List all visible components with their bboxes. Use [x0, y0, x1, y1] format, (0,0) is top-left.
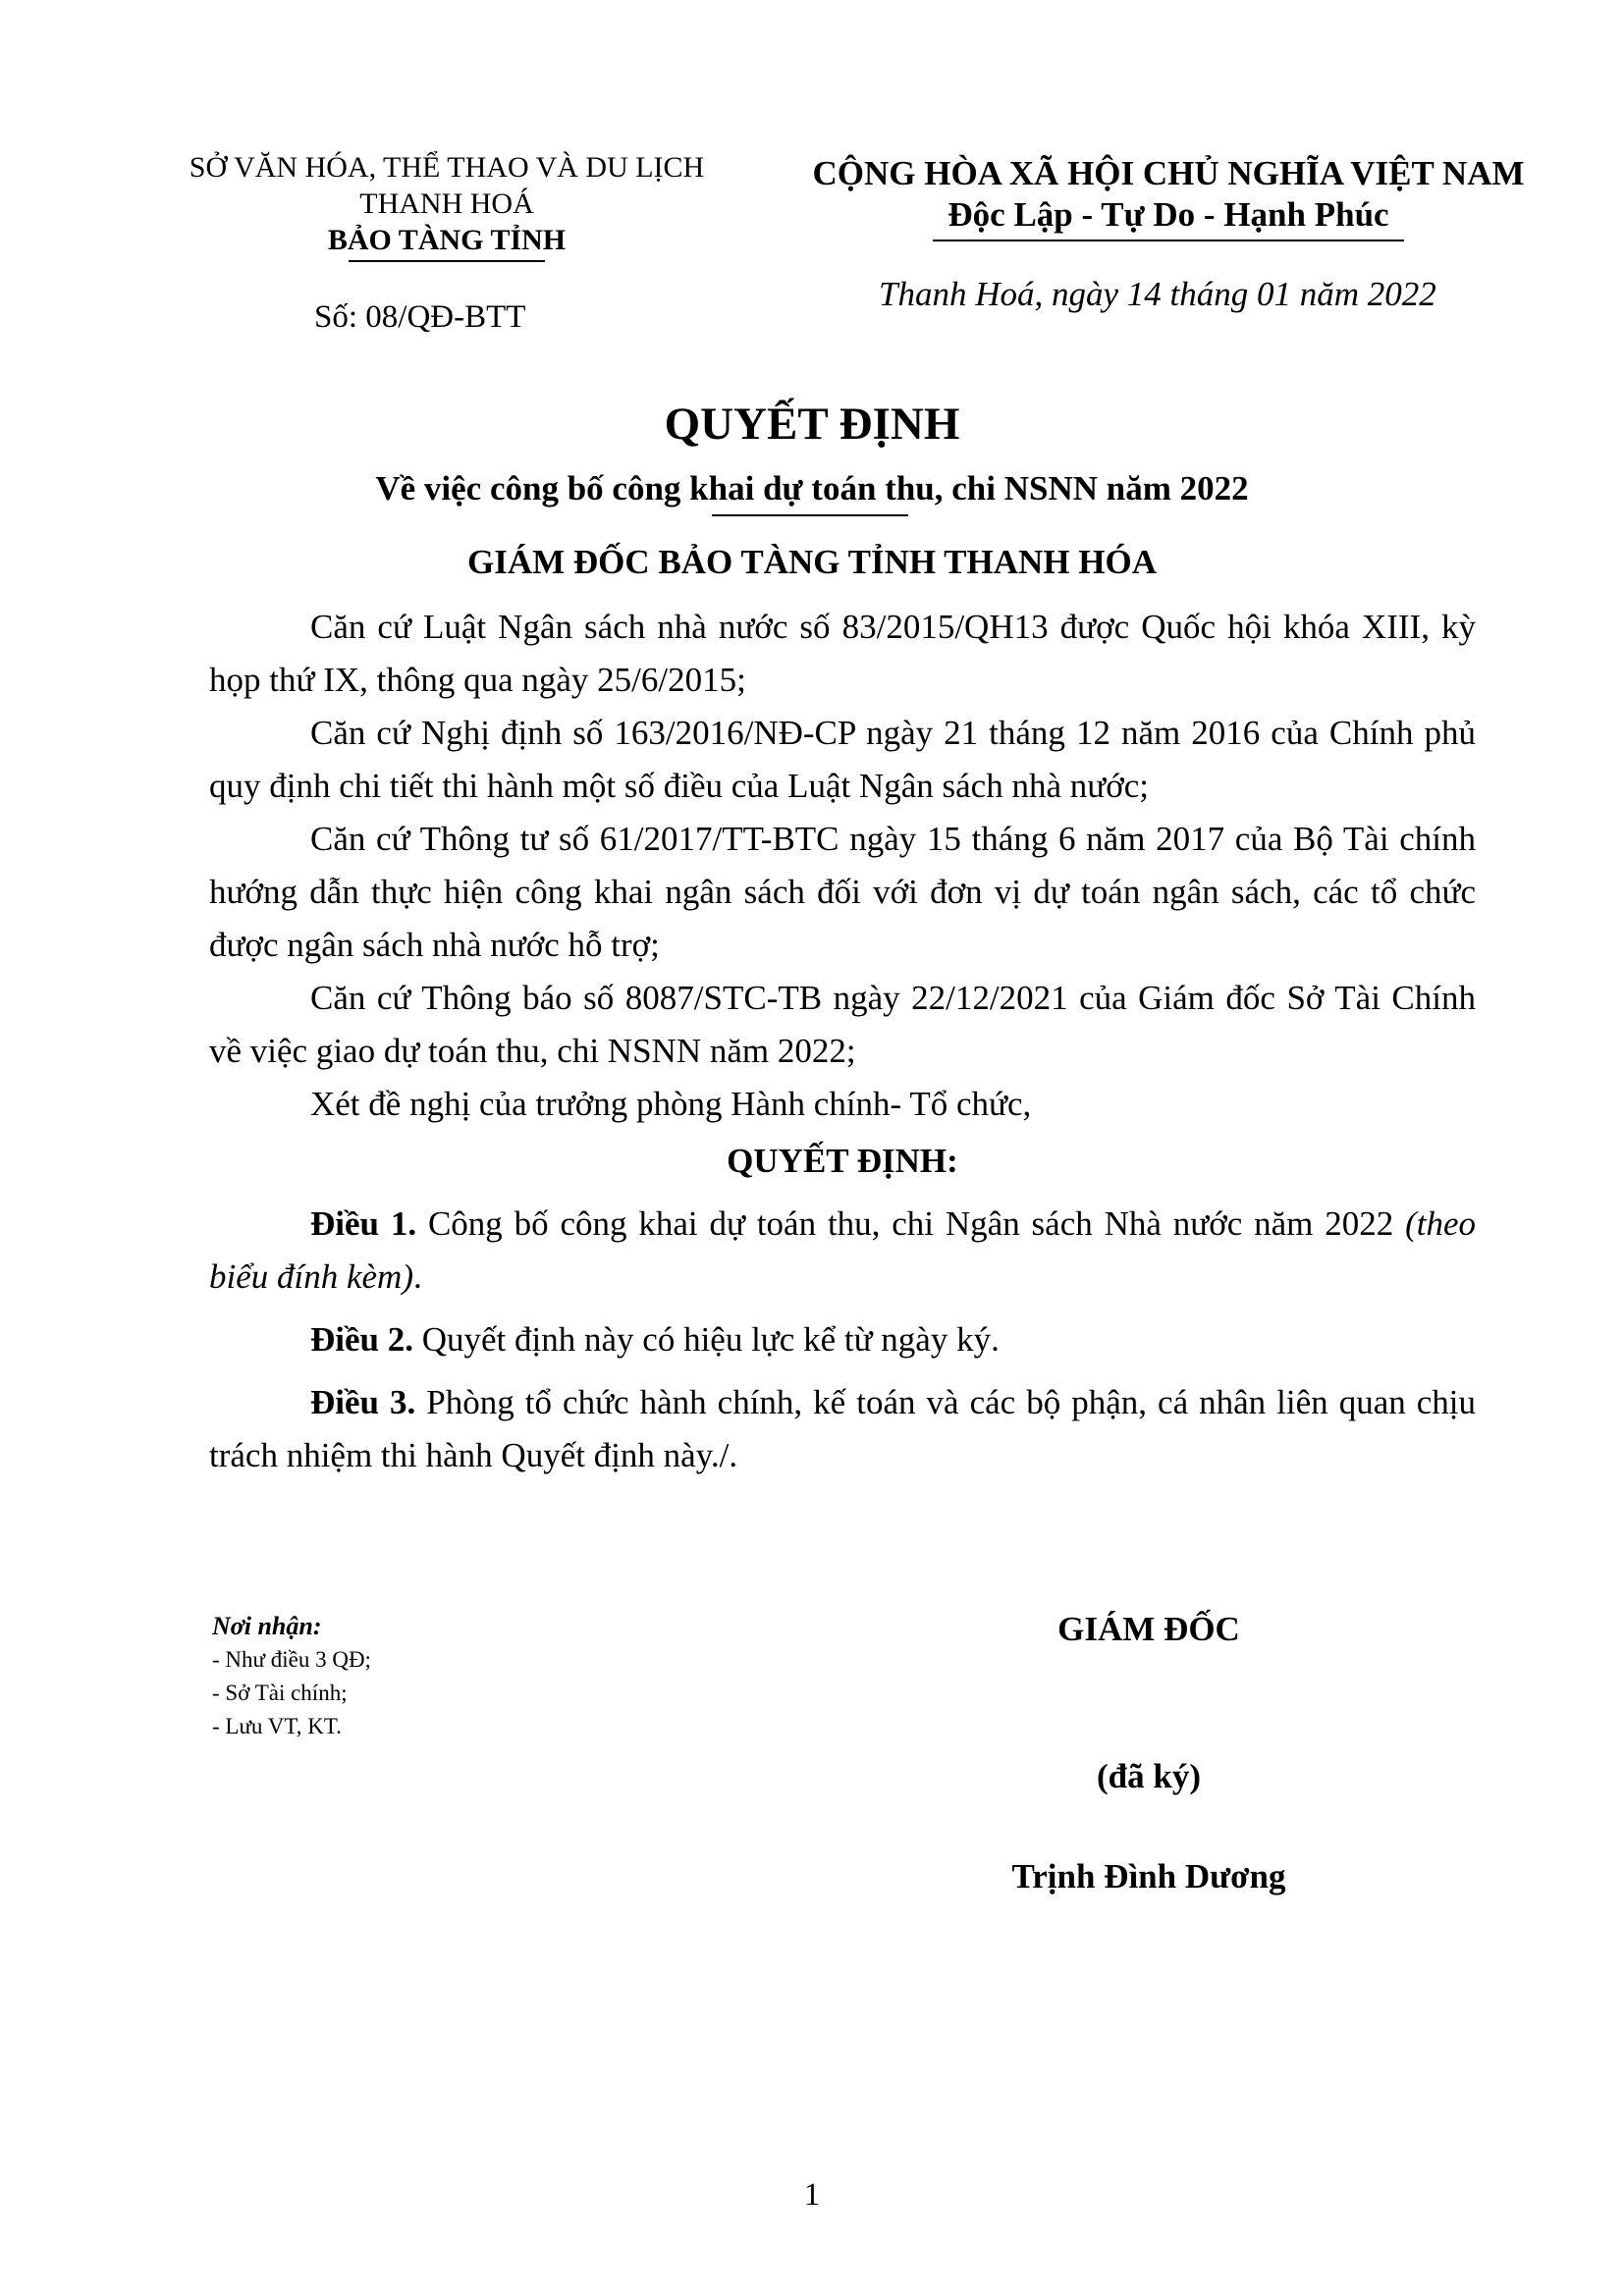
motto-underline: [933, 240, 1404, 241]
recipient-item: - Sở Tài chính;: [212, 1681, 348, 1705]
article-label: Điều 1.: [310, 1204, 417, 1243]
article-3: [209, 1376, 1476, 1482]
article-note: (theo biểu đính kèm): [209, 1204, 1477, 1296]
document-subject: Về việc công bố công khai dự toán thu, chi NSNN năm 2022: [375, 469, 1249, 507]
recipients-heading: Nơi nhận:: [212, 1612, 322, 1640]
signature-status: (đã ký): [1097, 1757, 1201, 1795]
place-and-date: Thanh Hoá, ngày 14 tháng 01 năm 2022: [879, 275, 1436, 313]
article-tail: .: [412, 1257, 422, 1296]
preamble-paragraph: Căn cứ Nghị định số 163/2016/NĐ-CP ngày 21 tháng 12 năm 2016 của Chính phủ quy định chi tiết thi hành một số điều của Luật Ngân sách nhà nước;: [209, 714, 1476, 805]
issuing-province: THANH HOÁ: [359, 187, 534, 220]
preamble-paragraph: Căn cứ Luật Ngân sách nhà nước số 83/2015/QH13 được Quốc hội khóa XIII, kỳ họp thứ IX, thông qua ngày 25/6/2015;: [209, 608, 1476, 699]
signer-name: Trịnh Đình Dương: [1011, 1857, 1286, 1896]
recipients-block: [212, 1610, 371, 1743]
preamble-paragraph: Căn cứ Thông báo số 8087/STC-TB ngày 22/12/2021 của Giám đốc Sở Tài Chính về việc giao dự toán thu, chi NSNN năm 2022;: [209, 979, 1476, 1070]
national-motto: Độc Lập - Tự Do - Hạnh Phúc: [947, 195, 1389, 234]
organization-underline: [349, 260, 545, 262]
issuing-department: SỞ VĂN HÓA, THỂ THAO VÀ DU LỊCH: [189, 151, 705, 184]
page-number: 1: [803, 2177, 821, 2213]
preamble-paragraph: Căn cứ Thông tư số 61/2017/TT-BTC ngày 15 tháng 6 năm 2017 của Bộ Tài chính hướng dẫn thực hiện công khai ngân sách đối với đơn vị dự toán ngân sách, các tổ chức được ngân sách nhà nước hỗ trợ;: [209, 820, 1476, 964]
article-text: Công bố công khai dự toán thu, chi Ngân sách Nhà nước năm 2022: [416, 1204, 1406, 1243]
recipient-item: - Lưu VT, KT.: [212, 1714, 342, 1738]
issuing-organization: BẢO TÀNG TỈNH: [327, 224, 567, 256]
preamble-paragraph: Xét đề nghị của trưởng phòng Hành chính- Tổ chức,: [310, 1085, 1032, 1123]
article-label: Điều 2.: [310, 1320, 413, 1359]
article-label: Điều 3.: [310, 1383, 416, 1421]
article-2: [209, 1313, 1476, 1366]
recipient-item: - Như điều 3 QĐ;: [212, 1647, 371, 1672]
issuing-authority: GIÁM ĐỐC BẢO TÀNG TỈNH THANH HÓA: [466, 543, 1158, 581]
issuing-agency-block: [167, 149, 727, 262]
signer-title: GIÁM ĐỐC: [1057, 1610, 1240, 1648]
national-title: CỘNG HÒA XÃ HỘI CHỦ NGHĨA VIỆT NAM: [812, 154, 1525, 192]
national-heading-block: [776, 153, 1561, 241]
article-1: [209, 1198, 1476, 1304]
decision-heading: QUYẾT ĐỊNH:: [727, 1142, 958, 1180]
document-body: [209, 601, 1476, 1492]
document-title: QUYẾT ĐỊNH: [664, 399, 960, 450]
article-text: Quyết định này có hiệu lực kể từ ngày ký.: [413, 1320, 1000, 1359]
document-number: Số: 08/QĐ-BTT: [314, 299, 526, 335]
subject-underline: [712, 514, 908, 516]
article-text: Phòng tổ chức hành chính, kế toán và các bộ phận, cá nhân liên quan chịu trách nhiệm thi hành Quyết định này./.: [209, 1383, 1477, 1474]
